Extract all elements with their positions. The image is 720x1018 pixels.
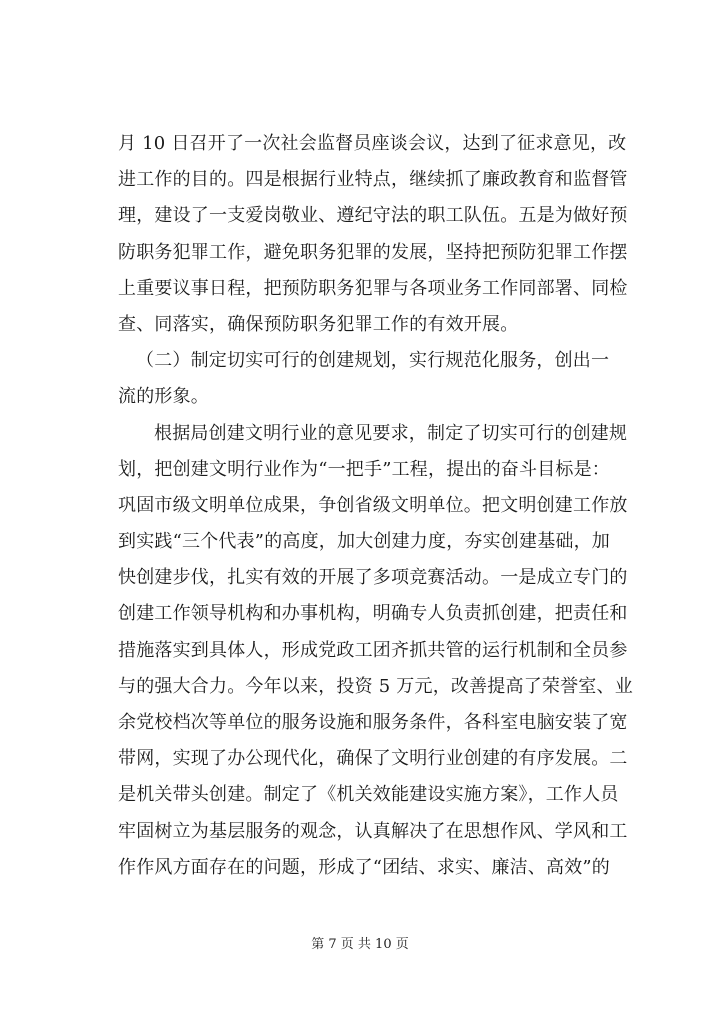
paragraph-first-line: 根据局创建文明行业的意见要求，制定了切实可行的创建规: [154, 422, 628, 444]
text-line: 上重要议事日程，把预防职务犯罪与各项业务工作同部署、同检: [118, 277, 628, 299]
text-line: 到实践“三个代表”的高度，加大创建力度，夯实创建基础，加: [118, 531, 611, 553]
text-line: 带网，实现了办公现代化，确保了文明行业创建的有序发展。二: [118, 748, 628, 770]
page-number-footer: 第 7 页 共 10 页: [311, 937, 409, 952]
text-line: 巩固市级文明单位成果，争创省级文明单位。把文明创建工作放: [118, 494, 628, 516]
text-line: 防职务犯罪工作，避免职务犯罪的发展，坚持把预防犯罪工作摆: [118, 241, 628, 263]
body-text: [118, 126, 638, 886]
text-line: 划，把创建文明行业作为“一把手”工程，提出的奋斗目标是：: [118, 458, 611, 480]
text-line: 月 10 日召开了一次社会监督员座谈会议，达到了征求意见，改: [118, 133, 627, 154]
text-line: 是机关带头创建。制定了《机关效能建设实施方案》，工作人员: [118, 784, 619, 806]
text-line: 创建工作领导机构和办事机构，明确专人负责抓创建，把责任和: [118, 603, 628, 625]
text-line: 作作风方面存在的问题，形成了“团结、求实、廉洁、高效”的: [118, 856, 611, 878]
text-line: 进工作的目的。四是根据行业特点，继续抓了廉政教育和监督管: [118, 169, 628, 191]
text-line: 查、同落实，确保预防职务犯罪工作的有效开展。: [118, 313, 519, 335]
text-line: 牢固树立为基层服务的观念，认真解决了在思想作风、学风和工: [118, 820, 628, 842]
section-heading-line: 流的形象。: [118, 386, 209, 408]
section-heading-line: （二）制定切实可行的创建规划，实行规范化服务，创出一: [136, 350, 610, 372]
text-line: 余党校档次等单位的服务设施和服务条件，各科室电脑安装了宽: [118, 712, 628, 733]
text-line: 理，建设了一支爱岗敬业、遵纪守法的职工队伍。五是为做好预: [118, 205, 628, 227]
text-line: 快创建步伐，扎实有效的开展了多项竞赛活动。一是成立专门的: [118, 567, 628, 589]
text-line: 措施落实到具体人，形成党政工团齐抓共管的运行机制和全员参: [118, 639, 628, 661]
text-line: 与的强大合力。今年以来，投资 5 万元，改善提高了荣誉室、业: [118, 675, 633, 697]
